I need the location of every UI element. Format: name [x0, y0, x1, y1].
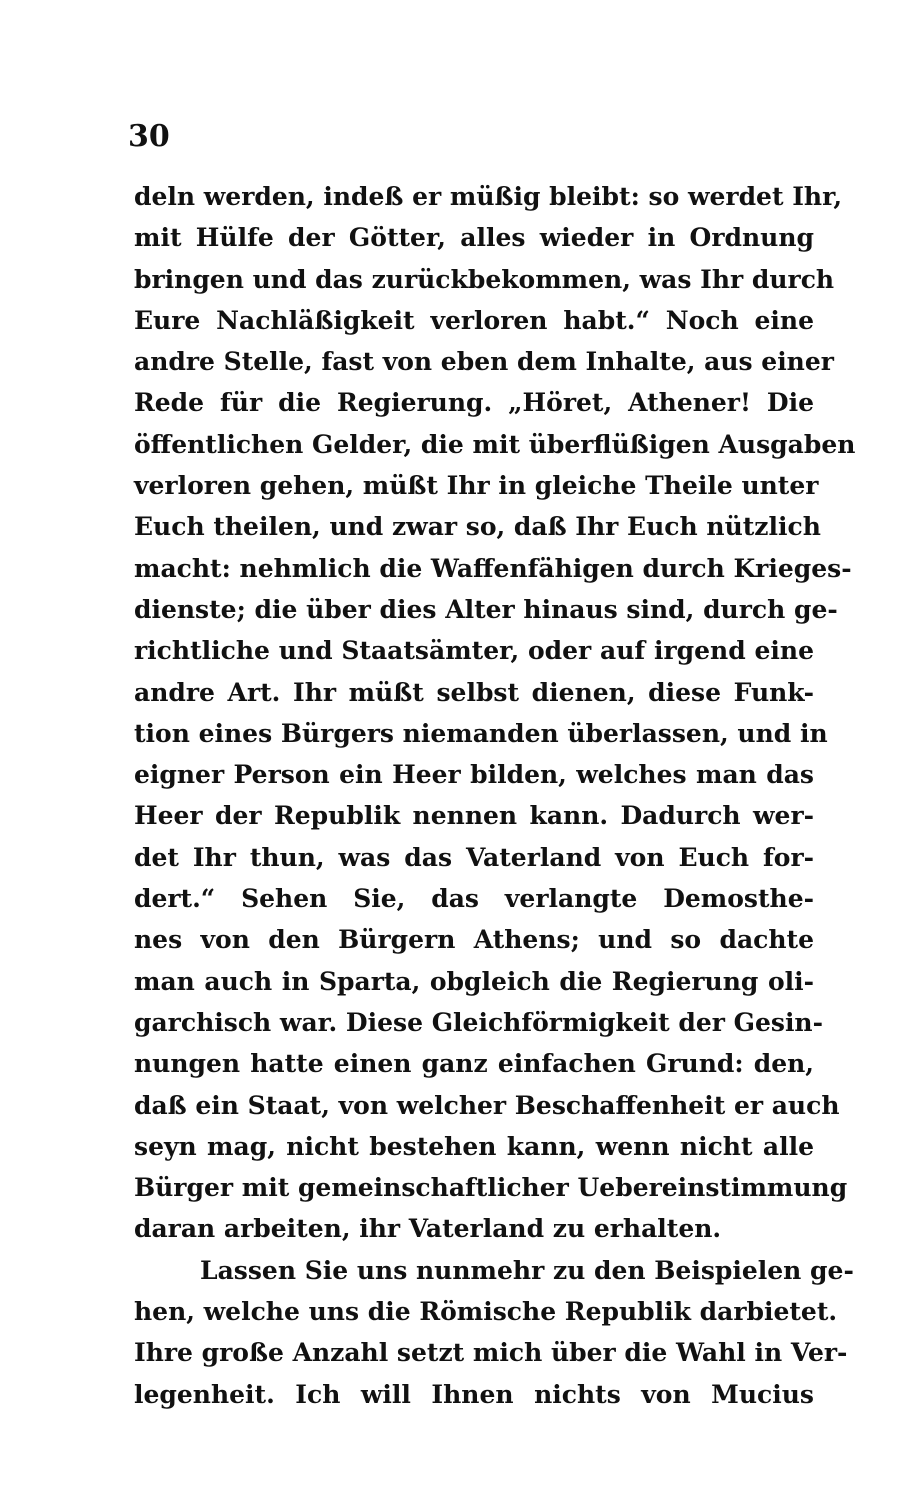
text-line: Rede für die Regierung. „Höret, Athener! Die [134, 388, 814, 418]
text-line: eigner Person ein Heer bilden, welches man das [134, 760, 814, 790]
body-text [134, 176, 856, 1415]
text-line: macht: nehmlich die Waffenfähigen durch Krieges- [134, 553, 852, 583]
text-line: deln werden, indeß er müßig bleibt: so werdet Ihr, [134, 182, 843, 211]
text-line: verloren gehen, müßt Ihr in gleiche Theile unter [134, 471, 819, 501]
text-line: dert.“ Sehen Sie, das verlangte Demosthe- [134, 884, 814, 914]
text-line: andre Art. Ihr müßt selbst dienen, diese Funk- [134, 677, 814, 707]
text-line: legenheit. Ich will Ihnen nichts von Mucius [134, 1379, 814, 1409]
paragraph-start-line: Lassen Sie uns nunmehr zu den Beispielen ge- [200, 1255, 854, 1285]
text-line: Bürger mit gemeinschaftlicher Uebereinstimmung [134, 1173, 848, 1203]
text-line: man auch in Sparta, obgleich die Regierung oli- [134, 966, 814, 996]
text-line: öffentlichen Gelder, die mit überflüßigen Ausgaben [134, 429, 856, 459]
text-line: hen, welche uns die Römische Republik darbietet. [134, 1297, 838, 1327]
text-line: richtliche und Staatsämter, oder auf irgend eine [134, 636, 814, 666]
text-line: det Ihr thun, was das Vaterland von Euch for- [134, 842, 814, 872]
text-line: tion eines Bürgers niemanden überlassen, und in [134, 718, 828, 748]
paragraph-end-line: daran arbeiten, ihr Vaterland zu erhalten. [134, 1214, 722, 1244]
text-line: Euch theilen, und zwar so, daß Ihr Euch nützlich [134, 512, 821, 542]
text-line: andre Stelle, fast von eben dem Inhalte, aus einer [134, 347, 834, 377]
text-line: seyn mag, nicht bestehen kann, wenn nicht alle [134, 1131, 814, 1161]
text-line: Eure Nachläßigkeit verloren habt.“ Noch eine [134, 305, 814, 335]
text-line: garchisch war. Diese Gleichförmigkeit der Gesin- [134, 1007, 823, 1037]
text-line: mit Hülfe der Götter, alles wieder in Ordnung [134, 223, 814, 253]
text-line: bringen und das zurückbekommen, was Ihr durch [134, 264, 835, 294]
page-number: 30 [128, 119, 170, 154]
text-line: Ihre große Anzahl setzt mich über die Wahl in Ver- [134, 1338, 848, 1368]
text-line: nungen hatte einen ganz einfachen Grund: den, [134, 1049, 814, 1079]
text-line: nes von den Bürgern Athens; und so dachte [134, 925, 814, 955]
text-line: daß ein Staat, von welcher Beschaffenheit er auch [134, 1090, 840, 1120]
text-line: Heer der Republik nennen kann. Dadurch wer- [134, 801, 814, 831]
text-line: dienste; die über dies Alter hinaus sind, durch ge- [134, 594, 838, 624]
